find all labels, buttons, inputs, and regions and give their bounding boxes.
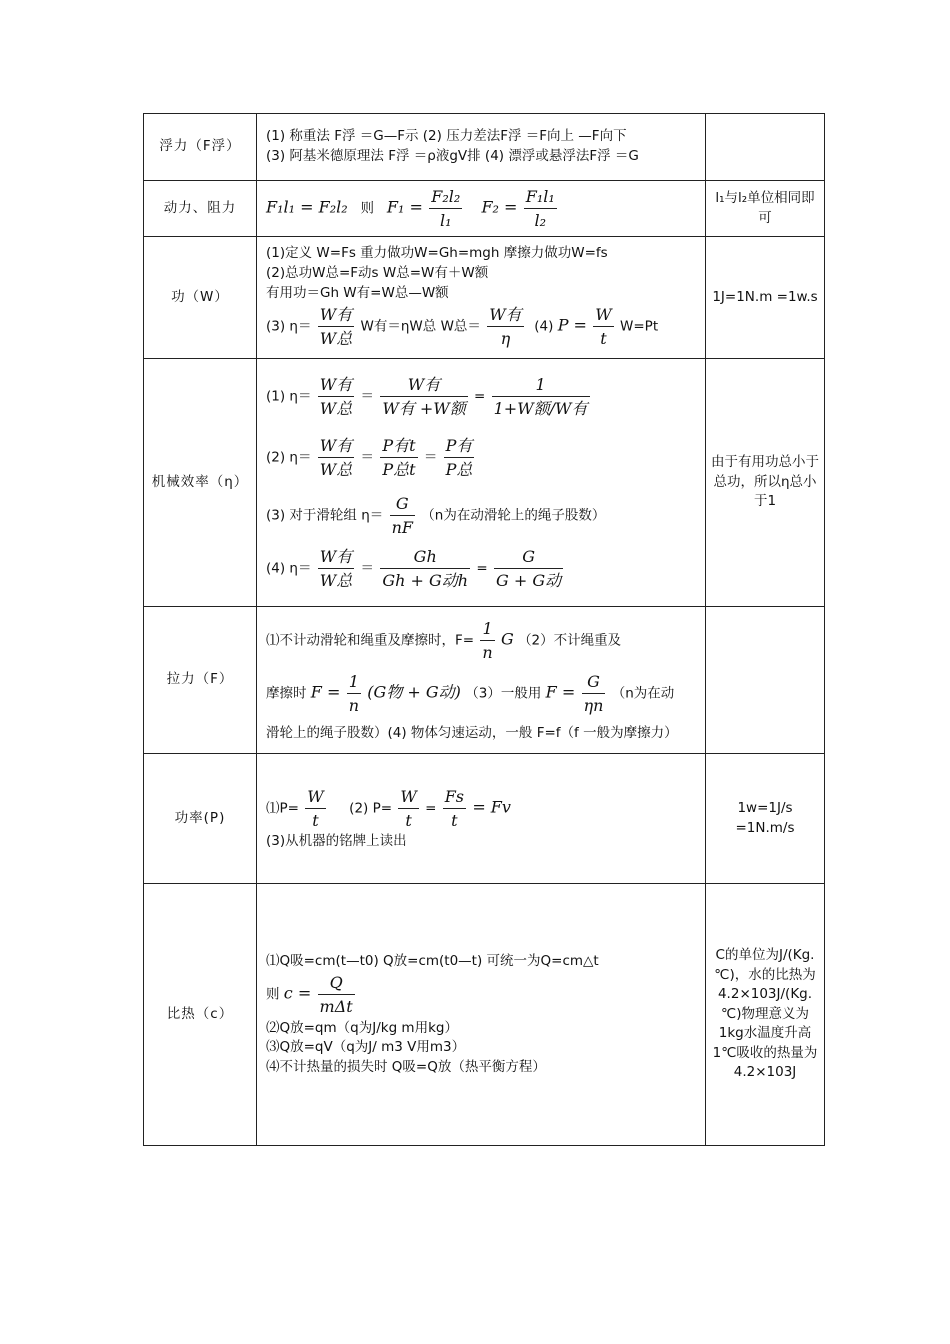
numerator: P有t bbox=[382, 436, 416, 456]
formula-text: (2) η＝ bbox=[266, 449, 312, 466]
formula-cell bbox=[257, 884, 706, 1146]
note-cell: 1J=1N.m =1w.s bbox=[706, 237, 825, 359]
note-cell: 由于有用功总小于总功，所以η总小于1 bbox=[706, 359, 825, 607]
formula-cell bbox=[257, 114, 706, 181]
formula-cell bbox=[257, 607, 706, 754]
formula-line bbox=[266, 185, 696, 232]
denominator: mΔt bbox=[318, 994, 355, 1018]
formula-text: W有＝ηW总 W总＝ bbox=[360, 318, 481, 335]
table-row bbox=[144, 114, 825, 181]
then-label: 则 bbox=[360, 200, 375, 217]
numerator: W有 bbox=[407, 374, 441, 394]
formula-line bbox=[266, 545, 696, 592]
row-name: 功率(P) bbox=[144, 754, 257, 884]
formula-line bbox=[266, 303, 696, 350]
equals: = bbox=[476, 560, 488, 577]
formula-text: （n为在动滑轮上的绳子股数） bbox=[421, 507, 606, 524]
f1-label: F₁ = bbox=[386, 197, 423, 217]
row-name: 比热（c） bbox=[144, 884, 257, 1146]
numerator: F₂l₂ bbox=[431, 186, 461, 206]
denominator: l₂ bbox=[524, 208, 557, 232]
fraction bbox=[582, 670, 606, 717]
power-label: P = bbox=[557, 315, 587, 335]
formula-cell bbox=[257, 181, 706, 237]
fraction bbox=[380, 545, 470, 592]
formula-line bbox=[266, 785, 696, 832]
formula-text: (2) P= bbox=[349, 800, 393, 817]
fraction bbox=[318, 545, 354, 592]
denominator: nF bbox=[390, 515, 415, 539]
row-name: 机械效率（η） bbox=[144, 359, 257, 607]
numerator: 1 bbox=[482, 618, 493, 638]
equals: ＝ bbox=[360, 388, 375, 405]
formula-text: （n为在动 bbox=[611, 685, 675, 702]
formula-text: ⑴P= bbox=[266, 800, 299, 817]
note-cell bbox=[706, 607, 825, 754]
denominator: t bbox=[398, 808, 418, 832]
numerator: W bbox=[400, 787, 417, 807]
denominator: P总t bbox=[380, 457, 417, 481]
numerator: W有 bbox=[319, 374, 353, 394]
fraction bbox=[398, 785, 418, 832]
numerator: G bbox=[395, 493, 409, 513]
formula-line: ⑵Q放=qm（q为J/kg m用kg） bbox=[266, 1019, 458, 1036]
formula-line: ⑷不计热量的损失时 Q吸=Q放（热平衡方程） bbox=[266, 1058, 546, 1075]
denominator: n bbox=[347, 693, 361, 717]
formula-line: (2)总功W总=F动s W总=W有＋W额 bbox=[266, 265, 489, 282]
numerator: W bbox=[307, 787, 324, 807]
note-cell bbox=[706, 114, 825, 181]
numerator: F₁l₁ bbox=[525, 186, 555, 206]
formula-line bbox=[266, 617, 696, 664]
fraction bbox=[318, 971, 355, 1018]
fraction bbox=[305, 785, 325, 832]
formula-text: （3）一般用 bbox=[465, 685, 542, 702]
numerator: P有 bbox=[445, 436, 473, 456]
numerator: G bbox=[522, 546, 535, 566]
equals: ＝ bbox=[360, 449, 375, 466]
fraction bbox=[347, 670, 361, 717]
formula-cell bbox=[257, 359, 706, 607]
formula-text: (4) bbox=[534, 318, 554, 335]
denominator: W有 +W额 bbox=[380, 396, 467, 420]
numerator: Q bbox=[329, 973, 343, 993]
formula-term: = Fv bbox=[472, 797, 511, 817]
numerator: 1 bbox=[535, 374, 546, 394]
formula-text: ⑴不计动滑轮和绳重及摩擦时，F= bbox=[266, 632, 475, 649]
formula-text: W=Pt bbox=[620, 318, 659, 335]
fraction bbox=[380, 373, 467, 420]
force-label: F = bbox=[545, 682, 576, 702]
formula-line bbox=[266, 434, 696, 481]
then-label: 则 bbox=[266, 986, 280, 1003]
formula-line bbox=[266, 670, 696, 717]
formula-line: ⑶Q放=qV（q为J/ m3 V用m3） bbox=[266, 1039, 466, 1056]
denominator: P总 bbox=[444, 457, 475, 481]
formula-line: (1) 称重法 F浮 ＝G—F示 (2) 压力差法F浮 ＝F向上 —F向下 bbox=[266, 128, 627, 145]
fraction bbox=[593, 303, 613, 350]
denominator: G + G动 bbox=[494, 568, 563, 592]
equals: ＝ bbox=[423, 449, 438, 466]
formula-text: (4) η＝ bbox=[266, 560, 312, 577]
numerator: Fs bbox=[444, 787, 465, 807]
formula-cell bbox=[257, 237, 706, 359]
numerator: W有 bbox=[319, 436, 353, 456]
denominator: n bbox=[480, 640, 494, 664]
formula-cell bbox=[257, 754, 706, 884]
denominator: t bbox=[443, 808, 466, 832]
formula-line: ⑴Q吸=cm(t—t0) Q放=cm(t0—t) 可统一为Q=cm△t bbox=[266, 952, 599, 969]
lever-equation: F₁l₁ = F₂l₂ bbox=[266, 197, 348, 217]
weight-symbol: G bbox=[500, 629, 514, 649]
fraction bbox=[444, 434, 475, 481]
fraction bbox=[429, 185, 462, 232]
formula-text: 摩擦时 bbox=[266, 685, 307, 702]
denominator: l₁ bbox=[429, 208, 462, 232]
formula-line bbox=[266, 373, 696, 420]
formula-text: (3) η＝ bbox=[266, 318, 312, 335]
denominator: W总 bbox=[318, 396, 354, 420]
note-cell: C的单位为J/(Kg.℃)，水的比热为4.2×103J/(Kg.℃)物理意义为1kg水温度升高1℃吸收的热量为4.2×103J bbox=[706, 884, 825, 1146]
fraction bbox=[524, 185, 557, 232]
table-row bbox=[144, 181, 825, 237]
formula-line: 滑轮上的绳子股数）(4) 物体匀速运动，一般 F=f（f 一般为摩擦力） bbox=[266, 724, 678, 741]
fraction bbox=[487, 303, 523, 350]
note-cell: 1w=1J/s =1N.m/s bbox=[706, 754, 825, 884]
numerator: W有 bbox=[319, 305, 353, 325]
row-name: 拉力（F） bbox=[144, 607, 257, 754]
denominator: 1+W额/W有 bbox=[492, 396, 590, 420]
formula-line: (1)定义 W=Fs 重力做功W=Gh=mgh 摩擦力做功W=fs bbox=[266, 245, 608, 262]
denominator: Gh + G动h bbox=[380, 568, 470, 592]
denominator: t bbox=[305, 808, 325, 832]
numerator: Gh bbox=[413, 546, 437, 566]
fraction bbox=[380, 434, 417, 481]
formula-line: 有用功＝Gh W有=W总—W额 bbox=[266, 284, 449, 301]
f2-label: F₂ = bbox=[481, 197, 518, 217]
fraction bbox=[318, 303, 354, 350]
force-label: F = bbox=[310, 682, 341, 702]
numerator: W有 bbox=[489, 305, 522, 325]
numerator: G bbox=[587, 672, 600, 692]
fraction bbox=[318, 434, 354, 481]
denominator: W总 bbox=[318, 326, 354, 350]
table-row bbox=[144, 754, 825, 884]
formula-line bbox=[266, 971, 696, 1018]
row-name: 动力、阻力 bbox=[144, 181, 257, 237]
numerator: 1 bbox=[348, 672, 359, 692]
denominator: ηn bbox=[582, 693, 606, 717]
formula-line: (3) 阿基米德原理法 F浮 ＝ρ液gV排 (4) 漂浮或悬浮法F浮 ＝G bbox=[266, 148, 639, 164]
row-name: 浮力（F浮） bbox=[144, 114, 257, 181]
fraction bbox=[492, 373, 590, 420]
fraction bbox=[480, 617, 494, 664]
formula-text: （2）不计绳重及 bbox=[518, 632, 622, 649]
formula-line bbox=[266, 492, 696, 539]
denominator: η bbox=[487, 326, 523, 350]
formula-text: (3) 对于滑轮组 η＝ bbox=[266, 507, 384, 524]
formula-term: c = bbox=[283, 983, 312, 1003]
table-row bbox=[144, 607, 825, 754]
denominator: t bbox=[593, 326, 613, 350]
fraction bbox=[494, 545, 563, 592]
fraction bbox=[318, 373, 354, 420]
table-row bbox=[144, 359, 825, 607]
formula-table bbox=[143, 113, 825, 1146]
equals: ＝ bbox=[360, 560, 375, 577]
formula-line: (3)从机器的铭牌上读出 bbox=[266, 833, 407, 850]
equals: = bbox=[474, 388, 486, 405]
numerator: W bbox=[595, 305, 612, 325]
denominator: W总 bbox=[318, 457, 354, 481]
fraction bbox=[390, 492, 415, 539]
note-cell: l₁与l₂单位相同即可 bbox=[706, 181, 825, 237]
denominator: W总 bbox=[318, 568, 354, 592]
table-row bbox=[144, 884, 825, 1146]
formula-term: (G物 + G动) bbox=[367, 682, 461, 702]
formula-text: (1) η＝ bbox=[266, 388, 312, 405]
table-row bbox=[144, 237, 825, 359]
numerator: W有 bbox=[319, 546, 353, 566]
fraction bbox=[443, 785, 466, 832]
row-name: 功（W） bbox=[144, 237, 257, 359]
equals: = bbox=[425, 800, 437, 817]
